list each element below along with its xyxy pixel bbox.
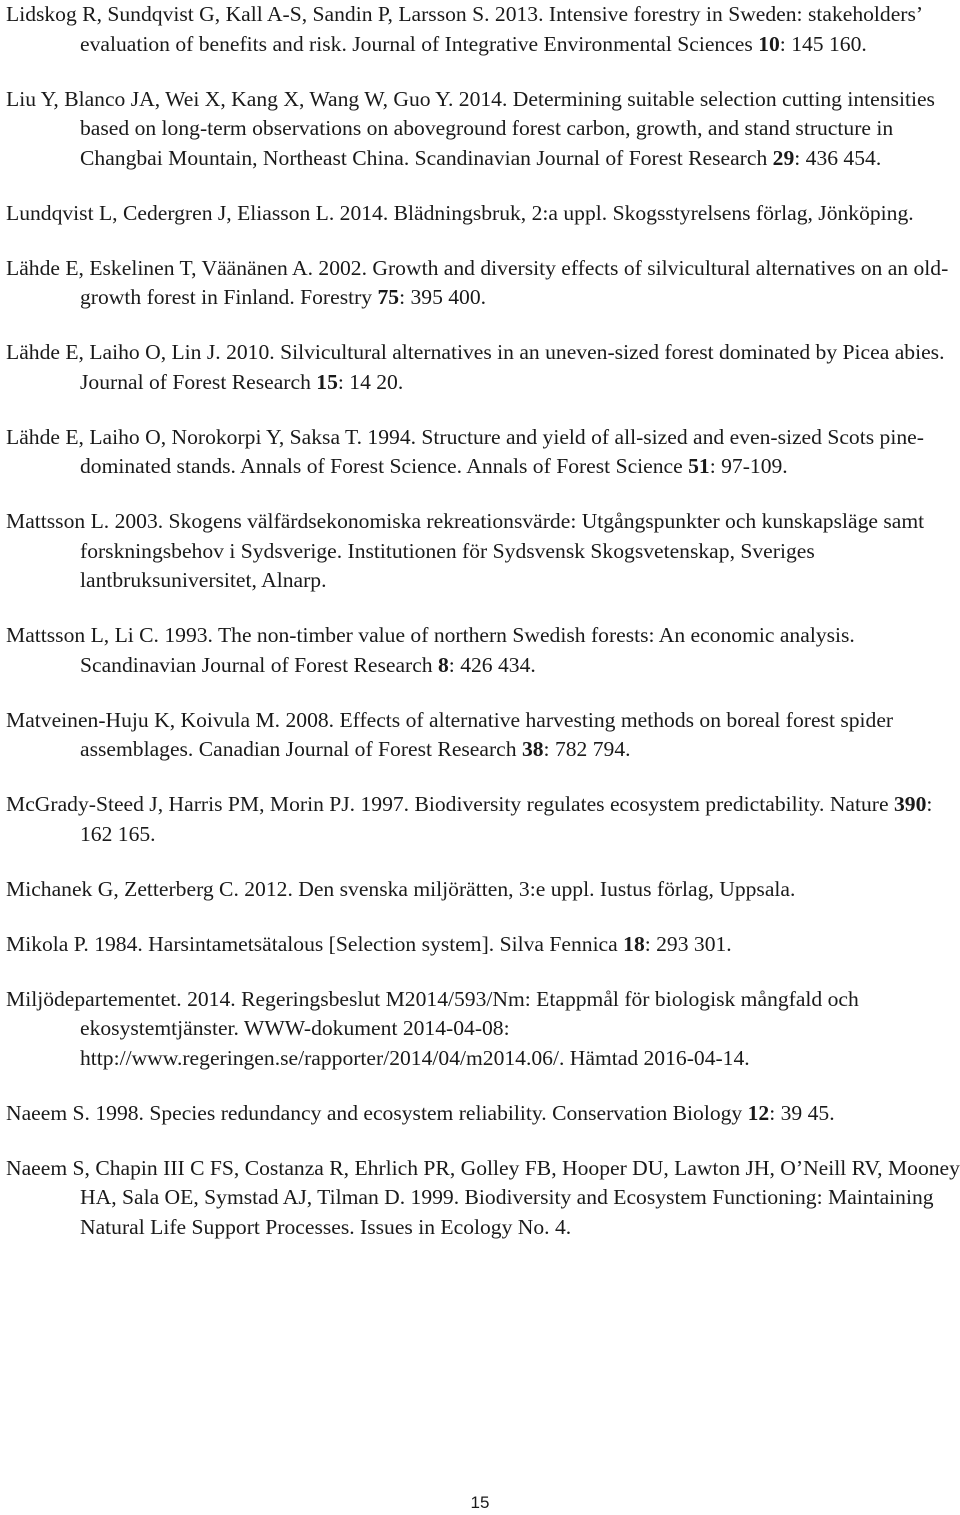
reference-text: Matveinen-Huju K, Koivula M. 2008. Effects of alternative harvesting methods on boreal forest spider assemblages. Canadian Journal of Forest Research (6, 707, 894, 761)
reference-volume: 12 (747, 1100, 770, 1125)
reference-volume: 390 (893, 792, 927, 816)
reference-text: Liu Y, Blanco JA, Wei X, Kang X, Wang W, Guo Y. 2014. Determining suitable selection cutting intensities based on long-term observations on aboveground forest carbon, growth, and stand structure in Changbai Mountain, Northeast China. Scandinavian Journal of Forest Research (6, 86, 935, 170)
reference-entry (6, 0, 960, 59)
reference-entry (6, 930, 960, 960)
reference-pages: : 436 454. (794, 145, 882, 170)
reference-entry (6, 1099, 960, 1129)
reference-text: Mattsson L. 2003. Skogens välfärdsekonomiska rekreationsvärde: Utgångspunkter och kunskapsläge samt forskningsbehov i Sydsverige. Institutionen för Sydsvensk Skogsvetenskap, Sveriges lantbruksuniversitet, Alnarp. (6, 509, 925, 592)
reference-entry (6, 790, 960, 849)
reference-entry (6, 338, 960, 397)
reference-text: Lähde E, Laiho O, Norokorpi Y, Saksa T. 1994. Structure and yield of all-sized and even-sized Scots pine-dominated stands. Annals of Forest Science. Annals of Forest Science (6, 424, 924, 478)
reference-text: Naeem S, Chapin III C FS, Costanza R, Ehrlich PR, Golley FB, Hooper DU, Lawton JH, O’Neill RV, Mooney HA, Sala OE, Symstad AJ, Tilman D. 1999. Biodiversity and Ecosystem Functioning: Maintaining Natural Life Support Processes. Issues in Ecology No. 4. (6, 1155, 960, 1239)
reference-entry (6, 706, 960, 765)
reference-pages: : 39 45. (769, 1100, 835, 1125)
reference-pages: : 293 301. (644, 931, 732, 956)
reference-pages: : 145 160. (779, 31, 867, 56)
reference-text: Mattsson L, Li C. 1993. The non-timber value of northern Swedish forests: An economic analysis. Scandinavian Journal of Forest Research (6, 623, 855, 677)
reference-entry (6, 254, 960, 313)
reference-entry (6, 423, 960, 482)
reference-volume: 38 (521, 737, 544, 761)
reference-pages: : 782 794. (543, 737, 631, 761)
reference-volume: 75 (377, 285, 400, 309)
reference-entry (6, 85, 960, 174)
reference-text: Michanek G, Zetterberg C. 2012. Den svenska miljörätten, 3:e uppl. Iustus förlag, Uppsala. (6, 876, 796, 901)
reference-text: Naeem S. 1998. Species redundancy and ecosystem reliability. Conservation Biology (6, 1100, 748, 1125)
reference-list (6, 0, 960, 1268)
reference-pages: : 395 400. (399, 285, 487, 309)
reference-text: McGrady-Steed J, Harris PM, Morin PJ. 1997. Biodiversity regulates ecosystem predictability. Nature (6, 792, 894, 816)
reference-pages: : 426 434. (448, 652, 536, 677)
reference-entry (6, 621, 960, 680)
reference-text: Mikola P. 1984. Harsintametsätalous [Selection system]. Silva Fennica (6, 931, 624, 956)
reference-volume: 8 (438, 652, 449, 677)
reference-volume: 18 (623, 931, 645, 956)
reference-text: Miljödepartementet. 2014. Regeringsbeslut M2014/593/Nm: Etappmål för biologisk mångfald och ekosystemtjänster. WWW-dokument 2014-04-08: http://www.regeringen.se/rapporter/2014/04/m2014.06/. Hämtad 2016-04-14. (6, 986, 859, 1070)
reference-pages: : 162 165. (80, 792, 933, 846)
reference-volume: 51 (688, 454, 710, 478)
reference-volume: 29 (772, 145, 795, 170)
reference-entry (6, 507, 960, 596)
reference-entry (6, 875, 960, 905)
page-number: 15 (470, 1493, 490, 1512)
reference-text: Lidskog R, Sundqvist G, Kall A-S, Sandin P, Larsson S. 2013. Intensive forestry in Sweden: stakeholders’ evaluation of benefits and risk. Journal of Integrative Environmental Sciences (6, 2, 922, 56)
reference-text: Lähde E, Eskelinen T, Väänänen A. 2002. Growth and diversity effects of silvicultural alternatives on an old-growth forest in Finland. Forestry (6, 255, 949, 309)
reference-pages: : 97-109. (709, 454, 788, 478)
reference-entry (6, 199, 960, 229)
reference-volume: 15 (316, 369, 338, 394)
reference-text: Lähde E, Laiho O, Lin J. 2010. Silvicultural alternatives in an uneven-sized forest dominated by Picea abies. Journal of Forest Research (6, 340, 945, 394)
reference-entry (6, 985, 960, 1074)
reference-entry (6, 1154, 960, 1243)
reference-volume: 10 (758, 31, 780, 56)
reference-pages: : 14 20. (337, 369, 404, 394)
reference-text: Lundqvist L, Cedergren J, Eliasson L. 2014. Blädningsbruk, 2:a uppl. Skogsstyrelsens förlag, Jönköping. (6, 200, 914, 225)
